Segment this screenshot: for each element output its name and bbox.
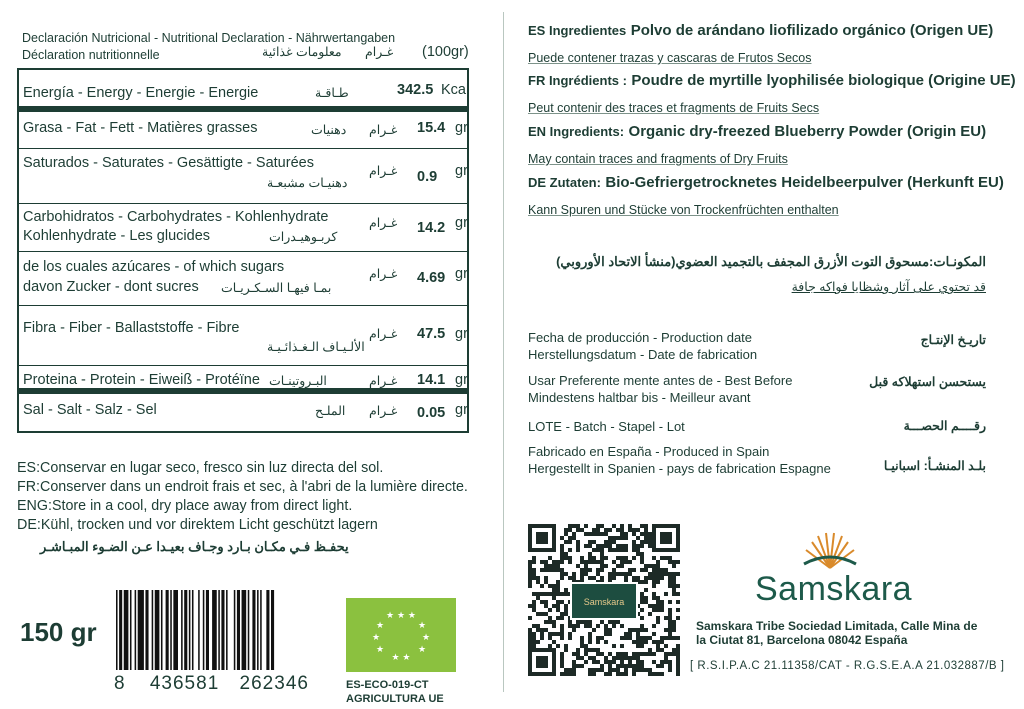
company-address-line2: la Ciutat 81, Barcelona 08042 España [696,633,908,647]
row-label: Fibra - Fiber - Ballaststoffe - Fibre [23,320,240,336]
info-production-date-ar: تاريـخ الإنتـاج [920,333,986,347]
storage-es: ES:Conservar en lugar seco, fresco sin luz directa del sol. [17,460,384,476]
nutrition-row-sugars [19,252,467,306]
row-label-arabic: بمـا فيهـا السـكـريـات [221,281,332,295]
ingredients-value: Organic dry-freezed Blueberry Powder (Origin EU) [628,123,987,140]
ingredients-de [528,174,1004,192]
ingredients-key: DE Zutaten: [528,175,601,190]
info-batch [528,418,685,435]
nutrition-header-subtitle: Déclaration nutritionnelle [22,48,160,62]
row-unit: Kcal [441,82,470,98]
row-unit-arabic: غـرام [369,267,398,281]
ingredients-fr [528,72,1016,90]
row-value: 342.5 [397,82,434,98]
row-label-arabic: البـروتينـات [269,374,327,388]
svg-text:★ ★ ★: ★ ★ ★ [386,611,416,621]
row-label-arabic: طـاقـة [315,86,349,100]
info-line: Usar Preferente mente antes de - Best Before [528,373,793,388]
row-label-secondary: Kohlenhydrate - Les glucides [23,228,211,244]
column-divider [503,12,504,692]
svg-text:★: ★ [375,645,385,655]
row-label: Carbohidratos - Carbohydrates - Kohlenhydrate [23,209,329,225]
storage-ar: يحفـظ فـي مكـان بـارد وجـاف بعيـدا عـن الضـوء المبـاشـر [40,539,349,554]
row-label: Grasa - Fat - Fett - Matières grasses [23,120,258,136]
svg-text:★: ★ [417,645,427,655]
info-line: Fecha de producción - Production date [528,330,753,345]
info-line: Fabricado en España - Produced in Spain [528,444,770,459]
net-weight: 150 gr [20,617,97,647]
nutrition-header-unit-arabic: غـرام [365,45,394,59]
info-best-before [528,372,792,406]
row-label-arabic: الألـيـاف الـغـذائـيـة [267,340,365,354]
info-production-date [528,329,757,363]
nutrition-row-fat [19,112,467,149]
row-value: 0.05 [417,405,446,421]
ingredients-value: Poudre de myrtille lyophilisée biologique (Origine UE) [631,72,1016,89]
trace-ar: قد تحتوي على آثار وشظايا فواكه جافة [791,280,986,294]
row-unit-arabic: غـرام [369,164,398,178]
row-label: Sal - Salt - Salz - Sel [23,402,157,418]
company-address-line1: Samskara Tribe Sociedad Limitada, Calle Mina de [696,619,978,633]
row-label: Proteina - Protein - Eiweiß - Protéïne [23,372,260,388]
nutrition-row-salt [19,395,467,431]
row-label-arabic: دهنيات [311,123,347,137]
row-label: de los cuales azúcares - of which sugars [23,259,285,275]
row-unit: gr [455,215,468,231]
nutrition-per-100g: (100gr) [422,44,469,60]
eco-code: ES-ECO-019-CT [346,679,429,691]
storage-fr: FR:Conserver dans un endroit frais et sec, à l'abri de la lumière directe. [17,479,468,495]
eco-origin: AGRICULTURA UE [346,693,444,705]
row-unit: gr [455,402,468,418]
brand-name: Samskara [755,570,913,608]
eu-leaf-stars-icon [346,598,456,672]
row-label-arabic: الملـح [315,404,346,418]
barcode-number [114,673,309,695]
info-origin [528,443,831,477]
info-batch-ar: رقــــم الحصـــة [903,419,986,433]
row-value: 14.2 [417,220,446,236]
row-unit-arabic: غـرام [369,404,398,418]
nutrition-row-energy [19,70,470,112]
trace-de: Kann Spuren und Stücke von Trockenfrüchten enthalten [528,203,839,217]
ingredients-key: ES Ingredientes [528,23,627,38]
nutrition-row-carbohydrates [19,204,467,252]
row-unit: gr [455,120,468,136]
nutrition-header-arabic: معلومات غذائية [262,45,342,59]
info-line: LOTE - Batch - Stapel - Lot [528,419,685,434]
nutrition-row-fibre [19,306,467,366]
ingredients-en [528,123,986,141]
barcode [114,590,326,670]
row-unit-arabic: غـرام [369,123,398,137]
barcode-first-digit: 8 [114,673,126,694]
row-label-arabic: دهنيـات مشبعـة [267,176,348,190]
svg-text:★: ★ [421,633,431,643]
row-unit: gr [455,266,468,282]
samskara-logo-icon [800,530,860,570]
row-value: 14.1 [417,372,446,388]
row-unit: gr [455,372,468,388]
nutrition-table [17,68,469,433]
ingredients-value: Bio-Gefriergetrocknetes Heidelbeerpulver (Herkunft EU) [605,174,1004,191]
row-unit: gr [455,163,468,179]
svg-text:★ ★: ★ ★ [391,653,411,663]
row-value: 0.9 [417,169,438,185]
nutrition-row-protein [19,366,467,394]
info-best-before-ar: يستحسن استهلاكه قبل [869,375,986,389]
svg-text:★: ★ [375,621,385,631]
trace-en: May contain traces and fragments of Dry Fruits [528,152,788,166]
ingredients-ar: المكونـات:مسحوق التوت الأزرق المجفف بالتجميد العضوي(منشأ الاتحاد الأوروبي) [556,254,986,269]
row-label: Energía - Energy - Energie - Energie [23,85,259,101]
row-value: 4.69 [417,270,446,286]
row-label-arabic: كربـوهيـدرات [269,230,338,244]
nutrition-row-saturates [19,149,467,204]
barcode-right-group: 262346 [239,673,309,694]
row-value: 15.4 [417,120,446,136]
qr-label: Samskara [583,597,625,607]
row-unit: gr [455,326,468,342]
registry-numbers: [ R.S.I.P.A.C 21.11358/CAT - R.G.S.E.A.A 21.032887/B ] [690,660,1005,672]
storage-en: ENG:Store in a cool, dry place away from direct light. [17,498,353,514]
info-line: Mindestens haltbar bis - Meilleur avant [528,390,751,405]
eu-organic-logo [346,598,456,672]
svg-text:★: ★ [371,633,381,643]
nutrition-header-title: Declaración Nutricional - Nutritional Declaration - Nährwertangaben [22,31,396,45]
storage-de: DE:Kühl, trocken und vor direktem Licht geschützt lagern [17,517,378,533]
row-unit-arabic: غـرام [369,216,398,230]
info-line: Hergestellt in Spanien - pays de fabrication Espagne [528,461,831,476]
ingredients-key: FR Ingrédients : [528,73,627,88]
row-value: 47.5 [417,326,446,342]
svg-text:★: ★ [417,621,427,631]
trace-fr: Peut contenir des traces et fragments de Fruits Secs [528,101,820,115]
trace-es: Puede contener trazas y cascaras de Frutos Secos [528,51,812,65]
row-label-secondary: davon Zucker - dont sucres [23,279,199,295]
ingredients-es [528,22,993,40]
ingredients-value: Polvo de arándano liofilizado orgánico (Origen UE) [630,22,994,39]
row-unit-arabic: غـرام [369,374,398,388]
barcode-left-group: 436581 [149,673,220,694]
row-unit-arabic: غـرام [369,327,398,341]
info-origin-ar: بلـد المنشـأ: اسبانيـا [883,459,986,473]
ingredients-key: EN Ingredients: [528,124,625,139]
row-label: Saturados - Saturates - Gesättigte - Saturées [23,155,314,171]
info-line: Herstellungsdatum - Date de fabrication [528,347,758,362]
